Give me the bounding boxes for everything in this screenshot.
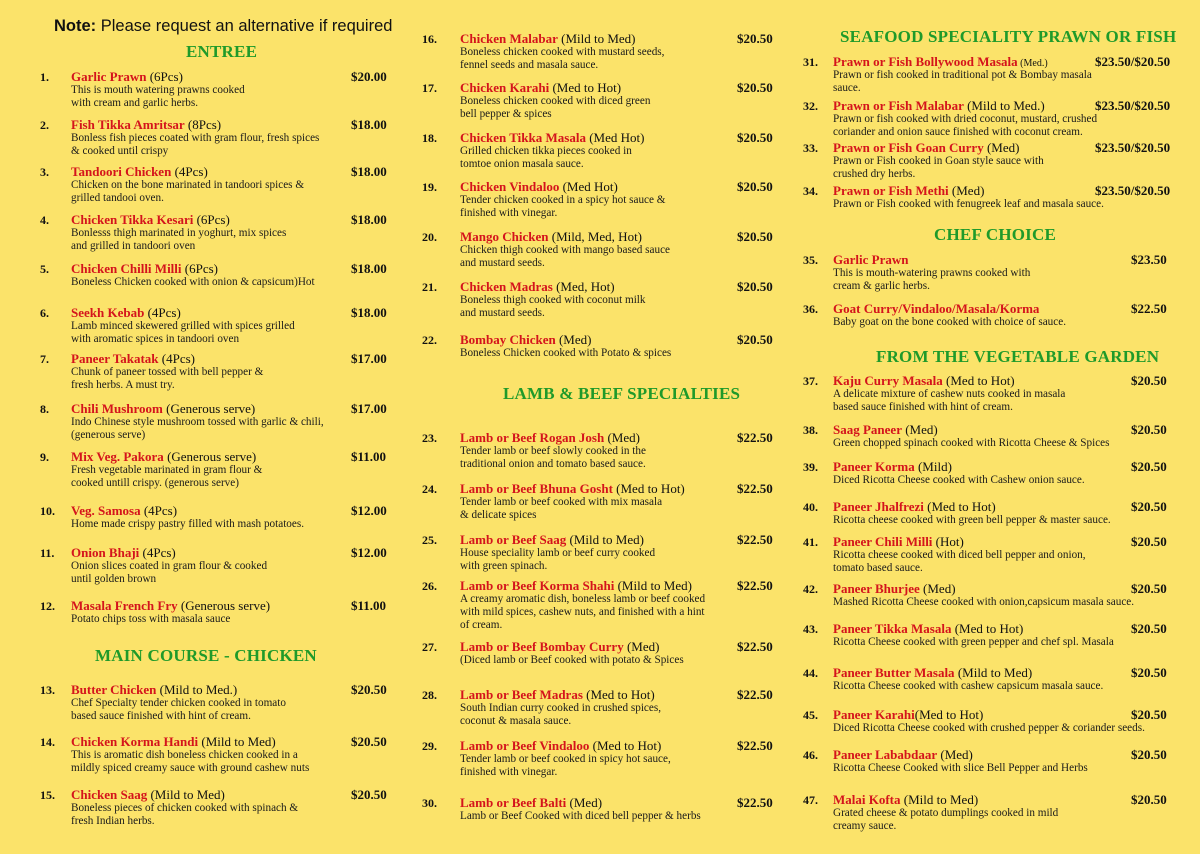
menu-item-price: $20.50 — [737, 229, 773, 244]
menu-item-description: Prawn or fish cooked in traditional pot & Bombay masala sauce. — [833, 69, 1092, 94]
menu-item-description: Ricotta cheese cooked with diced bell pepper and onion, tomato based sauce. — [833, 549, 1086, 574]
menu-item-spice-level: (4Pcs) — [171, 164, 208, 179]
menu-item-price: $18.00 — [351, 164, 387, 179]
menu-item-title — [460, 532, 644, 548]
menu-item-price: $20.00 — [351, 69, 387, 84]
menu-item-spice-level: (Med to Hot) — [589, 738, 662, 753]
menu-item-number: 21. — [422, 280, 437, 294]
menu-item-number: 4. — [40, 213, 49, 227]
menu-item-description: Ricotta cheese cooked with green bell pepper & master sauce. — [833, 514, 1111, 526]
menu-item-title — [833, 301, 1039, 317]
menu-item-number: 19. — [422, 180, 437, 194]
menu-item-title — [71, 212, 230, 228]
menu-item-description: Ricotta Cheese cooked with green pepper and chef spl. Masala — [833, 636, 1114, 648]
menu-item-number: 41. — [803, 535, 818, 549]
menu-item-price: $20.50 — [737, 332, 773, 347]
menu-item-price: $22.50 — [737, 481, 773, 496]
menu-item-name: Masala French Fry — [71, 598, 178, 613]
menu-item-description: Prawn or Fish cooked with fenugreek leaf and masala sauce. — [833, 198, 1104, 210]
menu-item-name: Paneer Chili Milli — [833, 534, 933, 549]
menu-column-right — [803, 0, 1183, 854]
menu-item-number: 25. — [422, 533, 437, 547]
menu-item-description: Boneless pieces of chicken cooked with spinach & fresh Indian herbs. — [71, 802, 299, 827]
menu-item-name: Lamb or Beef Bhuna Gosht — [460, 481, 613, 496]
menu-item-price: $20.50 — [1131, 747, 1167, 762]
menu-item-description: Chicken thigh cooked with mango based sauce and mustard seeds. — [460, 244, 671, 269]
menu-item-name: Paneer Karahi — [833, 707, 915, 722]
menu-item-title — [71, 351, 195, 367]
menu-item-price: $20.50 — [351, 787, 387, 802]
menu-item-number: 12. — [40, 599, 55, 613]
note-label: Note: — [54, 17, 97, 35]
menu-item-description: Green chopped spinach cooked with Ricotta Cheese & Spices — [833, 437, 1110, 449]
menu-item-title — [460, 31, 636, 47]
menu-item-name: Onion Bhaji — [71, 545, 140, 560]
menu-item-title — [833, 581, 956, 597]
menu-item-description: This is aromatic dish boneless chicken cooked in a mildly spiced creamy sauce with ground cashew nuts — [71, 749, 310, 774]
menu-item-number: 7. — [40, 352, 49, 366]
menu-item-number: 29. — [422, 739, 437, 753]
menu-item-spice-level: (Med to Hot) — [942, 373, 1015, 388]
menu-item-number: 45. — [803, 708, 818, 722]
menu-column-left — [40, 0, 395, 854]
menu-item-spice-level: (6Pcs) — [193, 212, 230, 227]
menu-item-spice-level: (Mild to Med) — [900, 792, 979, 807]
menu-item-spice-level: (Med to Hot) — [951, 621, 1024, 636]
menu-item-number: 9. — [40, 450, 49, 464]
menu-item-name: Saag Paneer — [833, 422, 902, 437]
menu-item-description: Grated cheese & potato dumplings cooked in mild creamy sauce. — [833, 807, 1059, 832]
menu-item-spice-level: (Mild to Med.) — [156, 682, 238, 697]
menu-item-description: Chicken on the bone marinated in tandoori spices & grilled tandooi oven. — [71, 179, 305, 204]
menu-item-spice-level: (Mild to Med) — [198, 734, 276, 749]
menu-item-spice-level: (Med to Hot) — [923, 499, 996, 514]
menu-item-name: Paneer Jhalfrezi — [833, 499, 924, 514]
menu-item-title — [460, 332, 591, 348]
menu-item-name: Lamb or Beef Balti — [460, 795, 567, 810]
menu-item-description: A creamy aromatic dish, boneless lamb or beef cooked with mild spices, cashew nuts, and finished with a hint of cream. — [460, 593, 706, 631]
menu-item-name: Prawn or Fish Bollywood Masala — [833, 54, 1018, 69]
menu-item-description: This is mouth-watering prawns cooked with cream & garlic herbs. — [833, 267, 1031, 292]
menu-column-middle — [422, 0, 782, 854]
menu-item-name: Malai Kofta — [833, 792, 901, 807]
menu-item-description: Boneless Chicken cooked with Potato & spices — [460, 347, 672, 359]
menu-item-number: 1. — [40, 70, 49, 84]
menu-item-number: 14. — [40, 735, 55, 749]
menu-item-name: Mango Chicken — [460, 229, 549, 244]
menu-item-price: $20.50 — [1131, 422, 1167, 437]
menu-item-name: Prawn or Fish Malabar — [833, 98, 964, 113]
menu-item-number: 37. — [803, 374, 818, 388]
menu-item-price: $20.50 — [737, 179, 773, 194]
menu-item-number: 18. — [422, 131, 437, 145]
menu-item-title — [833, 183, 984, 199]
menu-item-title — [460, 578, 692, 594]
menu-item-number: 5. — [40, 262, 49, 276]
menu-item-spice-level: (Mild) — [914, 459, 952, 474]
menu-item-title — [460, 179, 618, 195]
menu-item-title — [833, 422, 938, 438]
menu-item-price: $11.00 — [351, 449, 387, 464]
menu-item-name: Chicken Tikka Masala — [460, 130, 586, 145]
menu-item-title — [71, 305, 181, 321]
menu-item-title — [833, 140, 1019, 156]
menu-item-description: Prawn or Fish cooked in Goan style sauce with crushed dry herbs. — [833, 155, 1044, 180]
menu-item-spice-level: (Mild to Med.) — [963, 98, 1045, 113]
menu-item-title — [71, 734, 276, 750]
menu-item-title — [460, 80, 621, 96]
menu-item-number: 24. — [422, 482, 437, 496]
menu-item-spice-level: (Med) — [604, 430, 640, 445]
menu-item-price: $23.50/$20.50 — [1095, 98, 1171, 113]
menu-item-number: 38. — [803, 423, 818, 437]
menu-item-price: $11.00 — [351, 598, 387, 613]
menu-item-name: Paneer Tikka Masala — [833, 621, 952, 636]
menu-item-description: Mashed Ricotta Cheese cooked with onion,capsicum masala sauce. — [833, 596, 1135, 608]
menu-item-number: 44. — [803, 666, 818, 680]
menu-item-spice-level: (Generous serve) — [177, 598, 271, 613]
menu-item-name: Veg. Samosa — [71, 503, 141, 518]
menu-item-price: $20.50 — [1131, 621, 1167, 636]
menu-item-name: Chicken Korma Handi — [71, 734, 199, 749]
menu-item-title — [71, 164, 208, 180]
menu-item-spice-level: (Med) — [623, 639, 660, 654]
menu-item-price: $20.50 — [1131, 459, 1167, 474]
menu-item-number: 6. — [40, 306, 49, 320]
menu-item-title — [833, 98, 1045, 114]
menu-item-description: Grilled chicken tikka pieces cooked in tomtoe onion masala sauce. — [460, 145, 632, 170]
menu-item-number: 40. — [803, 500, 818, 514]
menu-item-name: Butter Chicken — [71, 682, 157, 697]
menu-item-description: Boneless Chicken cooked with onion & capsicum)Hot — [71, 276, 315, 288]
menu-item-price: $20.50 — [1131, 581, 1167, 596]
menu-item-number: 31. — [803, 55, 818, 69]
menu-item-price: $20.50 — [1131, 665, 1167, 680]
menu-item-price: $20.50 — [737, 130, 773, 145]
menu-item-spice-level: (Med) — [983, 140, 1020, 155]
menu-item-description: Onion slices coated in gram flour & cooked until golden brown — [71, 560, 268, 585]
menu-item-title — [71, 401, 255, 417]
menu-item-price: $23.50/$20.50 — [1095, 140, 1171, 155]
menu-item-price: $17.00 — [351, 351, 387, 366]
menu-item-name: Lamb or Beef Rogan Josh — [460, 430, 605, 445]
menu-item-description: Lamb or Beef Cooked with diced bell pepper & herbs — [460, 810, 701, 822]
menu-item-number: 16. — [422, 32, 437, 46]
menu-item-title — [460, 639, 659, 655]
note-text: Please request an alternative if required — [96, 17, 393, 35]
menu-item-description: Chef Specialty tender chicken cooked in tomato based sauce finished with hint of cream. — [71, 697, 286, 722]
menu-item-title — [71, 503, 177, 519]
menu-item-price: $22.50 — [737, 578, 773, 593]
menu-item-description: Tender lamb or beef cooked with mix masala & delicate spices — [460, 496, 663, 521]
menu-item-title — [833, 54, 1048, 70]
menu-item-number: 22. — [422, 333, 437, 347]
menu-item-description: Chunk of paneer tossed with bell pepper & fresh herbs. A must try. — [71, 366, 264, 391]
menu-item-price: $18.00 — [351, 305, 387, 320]
menu-item-price: $20.50 — [1131, 499, 1167, 514]
menu-item-name: Paneer Butter Masala — [833, 665, 955, 680]
menu-item-number: 13. — [40, 683, 55, 697]
menu-item-name: Fish Tikka Amritsar — [71, 117, 185, 132]
menu-item-title — [460, 130, 644, 146]
menu-item-name: Goat Curry/Vindaloo/Masala/Korma — [833, 301, 1040, 316]
menu-item-title — [833, 499, 996, 515]
menu-item-spice-level: (6Pcs) — [181, 261, 218, 276]
section-title-chef-choice: CHEF CHOICE — [934, 225, 1056, 244]
menu-item-description: Tender lamb or beef slowly cooked in the traditional onion and tomato based sauce. — [460, 445, 646, 470]
menu-item-title — [71, 598, 270, 614]
menu-item-spice-level: (Med.) — [1017, 58, 1048, 69]
menu-item-title — [460, 229, 642, 245]
menu-item-price: $22.50 — [737, 430, 773, 445]
menu-item-number: 39. — [803, 460, 818, 474]
menu-item-name: Chicken Malabar — [460, 31, 558, 46]
menu-item-title — [71, 69, 183, 85]
menu-item-spice-level: (Med) — [901, 422, 938, 437]
menu-item-name: Paneer Korma — [833, 459, 915, 474]
menu-item-price: $20.50 — [351, 682, 387, 697]
menu-item-description: (Diced lamb or Beef cooked with potato & Spices — [460, 654, 684, 666]
menu-item-name: Kaju Curry Masala — [833, 373, 943, 388]
menu-item-price: $23.50/$20.50 — [1095, 54, 1171, 69]
menu-item-description: Home made crispy pastry filled with mash potatoes. — [71, 518, 305, 530]
menu-item-title — [460, 279, 615, 295]
menu-item-spice-level: (Generous serve) — [163, 449, 257, 464]
menu-item-description: Ricotta Cheese cooked with cashew capsicum masala sauce. — [833, 680, 1104, 692]
menu-item-name: Lamb or Beef Saag — [460, 532, 567, 547]
menu-item-number: 26. — [422, 579, 437, 593]
menu-item-spice-level: (Med to Hot) — [612, 481, 685, 496]
section-title-vegetable: FROM THE VEGETABLE GARDEN — [876, 347, 1160, 366]
menu-item-title — [833, 459, 952, 475]
menu-item-number: 8. — [40, 402, 49, 416]
menu-item-number: 43. — [803, 622, 818, 636]
menu-item-number: 46. — [803, 748, 818, 762]
menu-item-spice-level: (Med Hot) — [559, 179, 618, 194]
menu-item-price: $20.50 — [737, 279, 773, 294]
menu-item-description: Baby goat on the bone cooked with choice of sauce. — [833, 316, 1066, 328]
menu-item-title — [71, 261, 218, 277]
menu-item-spice-level: (Med Hot) — [585, 130, 645, 145]
menu-item-price: $20.50 — [1131, 792, 1167, 807]
menu-item-spice-level: (Mild to Med) — [566, 532, 644, 547]
menu-item-spice-level: (8Pcs) — [184, 117, 222, 132]
menu-item-title — [833, 252, 908, 268]
section-title-main-chicken: MAIN COURSE - CHICKEN — [95, 646, 317, 665]
menu-item-price: $23.50/$20.50 — [1095, 183, 1171, 198]
menu-item-name: Garlic Prawn — [71, 69, 147, 84]
menu-item-number: 17. — [422, 81, 437, 95]
menu-item-title — [833, 534, 964, 550]
menu-item-number: 33. — [803, 141, 818, 155]
menu-item-title — [833, 373, 1015, 389]
menu-item-name: Chicken Karahi — [460, 80, 550, 95]
menu-item-description: Diced Ricotta Cheese cooked with Cashew onion sauce. — [833, 474, 1085, 486]
menu-item-spice-level: (4Pcs) — [140, 503, 178, 518]
menu-item-description: Tender chicken cooked in a spicy hot sauce & finished with vinegar. — [460, 194, 666, 219]
menu-item-description: Boneless thigh cooked with coconut milk and mustard seeds. — [460, 294, 646, 319]
menu-item-number: 27. — [422, 640, 437, 654]
menu-item-price: $20.50 — [737, 31, 773, 46]
menu-item-number: 3. — [40, 165, 49, 179]
menu-item-spice-level: (6Pcs) — [146, 69, 183, 84]
menu-item-spice-level: (Hot) — [932, 534, 964, 549]
menu-item-name: Mix Veg. Pakora — [71, 449, 164, 464]
menu-item-name: Bombay Chicken — [460, 332, 556, 347]
menu-item-spice-level: (Med) — [937, 747, 973, 762]
menu-item-description: Fresh vegetable marinated in gram flour & cooked untill crispy. (generous serve) — [71, 464, 263, 489]
menu-item-number: 42. — [803, 582, 818, 596]
menu-item-title — [71, 117, 221, 133]
menu-item-spice-level: (4Pcs) — [139, 545, 176, 560]
menu-item-price: $20.50 — [1131, 373, 1167, 388]
menu-item-number: 23. — [422, 431, 437, 445]
menu-item-spice-level: (Med) — [948, 183, 985, 198]
menu-item-description: Boneless chicken cooked with mustard seeds, fennel seeds and masala sauce. — [460, 46, 665, 71]
menu-item-price: $23.50 — [1131, 252, 1167, 267]
menu-item-spice-level: (Med) — [555, 332, 592, 347]
menu-item-description: Indo Chinese style mushroom tossed with garlic & chili, (generous serve) — [71, 416, 324, 441]
menu-item-title — [460, 738, 661, 754]
menu-item-name: Chicken Tikka Kesari — [71, 212, 194, 227]
menu-item-title — [833, 792, 978, 808]
menu-item-price: $18.00 — [351, 261, 387, 276]
menu-item-name: Lamb or Beef Bombay Curry — [460, 639, 624, 654]
menu-item-price: $12.00 — [351, 503, 387, 518]
menu-item-price: $20.50 — [737, 80, 773, 95]
menu-item-name: Chicken Chilli Milli — [71, 261, 182, 276]
menu-item-title — [460, 481, 685, 497]
menu-item-description: Ricotta Cheese Cooked with slice Bell Pepper and Herbs — [833, 762, 1088, 774]
menu-item-number: 34. — [803, 184, 818, 198]
menu-item-price: $22.50 — [737, 738, 773, 753]
menu-item-name: Lamb or Beef Vindaloo — [460, 738, 590, 753]
menu-item-price: $20.50 — [1131, 534, 1167, 549]
menu-item-title — [460, 687, 655, 703]
menu-item-price: $12.00 — [351, 545, 387, 560]
menu-item-description: Boneless chicken cooked with diced green bell pepper & spices — [460, 95, 651, 120]
menu-item-title — [71, 449, 256, 465]
menu-item-spice-level: (4Pcs) — [158, 351, 195, 366]
menu-item-title — [71, 682, 237, 698]
menu-item-price: $22.50 — [1131, 301, 1167, 316]
menu-item-title — [71, 787, 225, 803]
menu-item-title — [460, 795, 602, 811]
menu-item-title — [71, 545, 176, 561]
menu-item-price: $22.50 — [737, 795, 773, 810]
menu-item-spice-level: (Mild to Med) — [614, 578, 692, 593]
menu-item-spice-level: (Mild to Med) — [147, 787, 225, 802]
menu-item-number: 32. — [803, 99, 818, 113]
menu-item-number: 30. — [422, 796, 437, 810]
menu-item-name: Seekh Kebab — [71, 305, 145, 320]
menu-item-name: Chicken Vindaloo — [460, 179, 560, 194]
menu-item-price: $20.50 — [351, 734, 387, 749]
menu-item-description: Prawn or fish cooked with dried coconut, mustard, crushed coriander and onion sauce finished with coconut cream. — [833, 113, 1098, 138]
menu-item-number: 2. — [40, 118, 49, 132]
menu-item-description: South Indian curry cooked in crushed spices, coconut & masala sauce. — [460, 702, 662, 727]
menu-item-name: Tandoori Chicken — [71, 164, 172, 179]
menu-item-title — [460, 430, 640, 446]
menu-item-title — [833, 747, 973, 763]
menu-item-description: Tender lamb or beef cooked in spicy hot sauce, finished with vinegar. — [460, 753, 671, 778]
menu-item-price: $22.50 — [737, 532, 773, 547]
menu-item-number: 11. — [40, 546, 55, 560]
menu-item-spice-level: (Mild to Med) — [557, 31, 636, 46]
menu-item-price: $18.00 — [351, 117, 387, 132]
menu-item-spice-level: (Mild to Med) — [954, 665, 1033, 680]
menu-item-number: 47. — [803, 793, 818, 807]
menu-item-number: 36. — [803, 302, 818, 316]
menu-item-name: Chicken Madras — [460, 279, 553, 294]
section-title-entree: ENTREE — [186, 42, 258, 61]
menu-item-title — [833, 621, 1023, 637]
menu-item-description: This is mouth watering prawns cooked with cream and garlic herbs. — [71, 84, 245, 109]
menu-item-name: Lamb or Beef Madras — [460, 687, 583, 702]
menu-item-name: Paneer Takatak — [71, 351, 159, 366]
menu-item-name: Paneer Bhurjee — [833, 581, 920, 596]
menu-item-price: $20.50 — [1131, 707, 1167, 722]
menu-item-spice-level: (Med to Hot) — [549, 80, 622, 95]
menu-item-description: Potato chips toss with masala sauce — [71, 613, 231, 625]
menu-item-spice-level: (Generous serve) — [162, 401, 256, 416]
menu-item-spice-level: (Med, Hot) — [552, 279, 615, 294]
menu-item-name: Prawn or Fish Goan Curry — [833, 140, 984, 155]
menu-item-name: Paneer Lababdaar — [833, 747, 938, 762]
menu-item-description: Bonless fish pieces coated with gram flour, fresh spices & cooked until crispy — [71, 132, 320, 157]
menu-item-name: Chili Mushroom — [71, 401, 163, 416]
menu-item-description: House speciality lamb or beef curry cooked with green spinach. — [460, 547, 656, 572]
menu-item-spice-level: (Med) — [566, 795, 603, 810]
menu-item-price: $22.50 — [737, 639, 773, 654]
menu-item-name: Prawn or Fish Methi — [833, 183, 949, 198]
menu-item-price: $18.00 — [351, 212, 387, 227]
menu-item-name: Chicken Saag — [71, 787, 148, 802]
menu-item-spice-level: (Med to Hot) — [582, 687, 655, 702]
menu-item-spice-level: (Mild, Med, Hot) — [548, 229, 643, 244]
menu-item-name: Lamb or Beef Korma Shahi — [460, 578, 615, 593]
menu-item-name: Garlic Prawn — [833, 252, 909, 267]
menu-item-number: 15. — [40, 788, 55, 802]
menu-item-spice-level: (4Pcs) — [144, 305, 181, 320]
menu-item-number: 35. — [803, 253, 818, 267]
menu-item-description: Bonlesss thigh marinated in yoghurt, mix spices and grilled in tandoori oven — [71, 227, 287, 252]
menu-item-number: 10. — [40, 504, 55, 518]
section-title-seafood: SEAFOOD SPECIALITY PRAWN OR FISH — [840, 27, 1177, 46]
menu-item-price: $17.00 — [351, 401, 387, 416]
menu-item-spice-level: (Med) — [919, 581, 956, 596]
menu-item-title — [833, 665, 1032, 681]
menu-item-price: $22.50 — [737, 687, 773, 702]
menu-item-title — [833, 707, 983, 723]
menu-item-description: Diced Ricotta Cheese cooked with crushed pepper & coriander seeds. — [833, 722, 1145, 734]
menu-item-description: A delicate mixture of cashew nuts cooked in masala based sauce finished with hint of cream. — [833, 388, 1066, 413]
menu-item-spice-level: (Med to Hot) — [914, 707, 984, 722]
menu-item-description: Lamb minced skewered grilled with spices grilled with aromatic spices in tandoori oven — [71, 320, 295, 345]
menu-item-number: 28. — [422, 688, 437, 702]
section-title-lamb-beef: LAMB & BEEF SPECIALTIES — [503, 384, 741, 403]
menu-item-number: 20. — [422, 230, 437, 244]
